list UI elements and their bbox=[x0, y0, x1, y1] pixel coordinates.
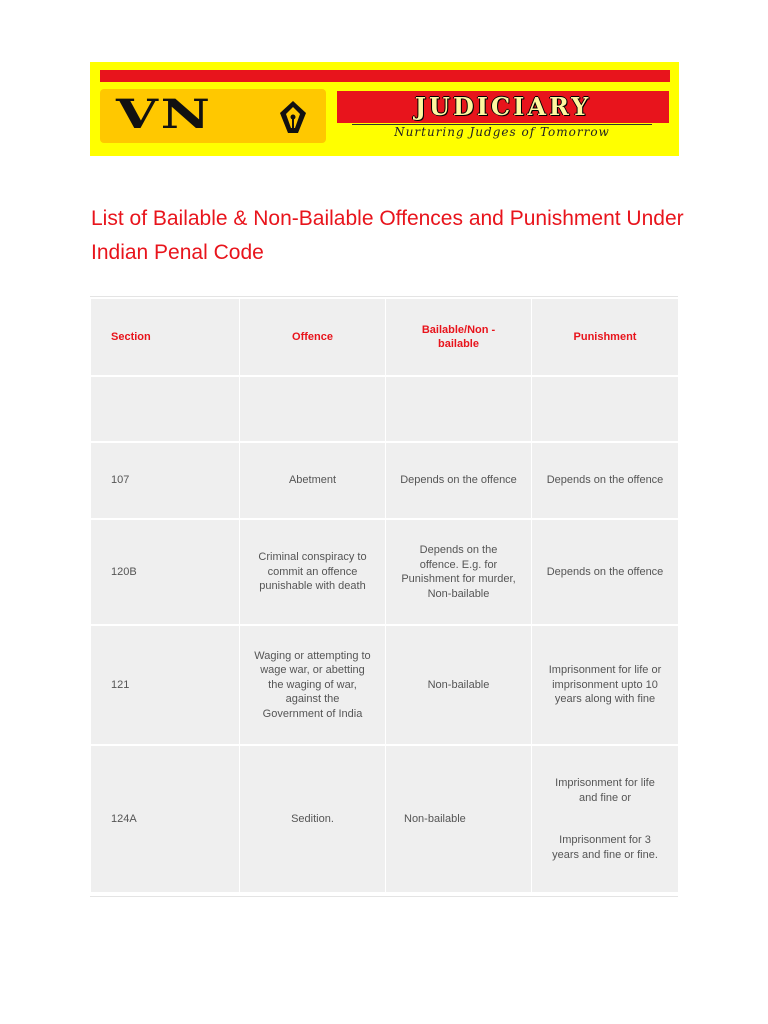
brand-text: JUDICIARY bbox=[414, 92, 592, 121]
table-row bbox=[91, 376, 679, 442]
banner-top-stripe bbox=[100, 70, 670, 82]
cell-offence bbox=[240, 376, 386, 442]
table-header-row bbox=[91, 298, 679, 376]
cell-bailable: Depends on the offence bbox=[386, 442, 532, 519]
punishment-line-a: Imprisonment for life and fine or bbox=[555, 777, 655, 804]
table-row bbox=[91, 625, 679, 745]
tagline: Nurturing Judges of Tomorrow bbox=[394, 125, 610, 139]
header-punishment: Punishment bbox=[532, 298, 679, 376]
page-title: List of Bailable & Non-Bailable Offences and Punishment Under Indian Penal Code bbox=[91, 207, 684, 264]
cell-punishment: Depends on the offence bbox=[532, 442, 679, 519]
cell-section: 121 bbox=[91, 625, 240, 745]
table-bottom-rule bbox=[90, 896, 678, 897]
cell-bailable bbox=[386, 376, 532, 442]
cell-offence: Waging or attempting to wage war, or abetting the waging of war, against the Government of India bbox=[240, 625, 386, 745]
table-row bbox=[91, 442, 679, 519]
cell-section: 124A bbox=[91, 745, 240, 893]
punishment-spacer bbox=[546, 805, 664, 833]
header-offence: Offence bbox=[240, 298, 386, 376]
cell-punishment: Depends on the offence bbox=[532, 519, 679, 625]
cell-offence: Criminal conspiracy to commit an offence punishable with death bbox=[240, 519, 386, 625]
header-banner bbox=[90, 62, 679, 156]
pen-nib-icon bbox=[276, 99, 310, 135]
table-row bbox=[91, 745, 679, 893]
cell-section: 107 bbox=[91, 442, 240, 519]
cell-punishment bbox=[532, 376, 679, 442]
cell-bailable: Non-bailable bbox=[386, 745, 532, 893]
cell-bailable: Depends on the offence. E.g. for Punishment for murder, Non-bailable bbox=[386, 519, 532, 625]
logo-text: VN bbox=[116, 91, 213, 138]
cell-offence: Sedition. bbox=[240, 745, 386, 893]
table-row bbox=[91, 519, 679, 625]
cell-bailable: Non-bailable bbox=[386, 625, 532, 745]
header-bailable: Bailable/Non - bailable bbox=[386, 298, 532, 376]
cell-punishment bbox=[532, 745, 679, 893]
cell-offence: Abetment bbox=[240, 442, 386, 519]
cell-section: 120B bbox=[91, 519, 240, 625]
header-section: Section bbox=[91, 298, 240, 376]
cell-punishment: Imprisonment for life or imprisonment upto 10 years along with fine bbox=[532, 625, 679, 745]
cell-section bbox=[91, 376, 240, 442]
offence-table bbox=[90, 297, 679, 893]
punishment-line-b: Imprisonment for 3 years and fine or fine. bbox=[552, 834, 658, 861]
logo-box bbox=[100, 89, 326, 143]
brand-box bbox=[337, 91, 669, 123]
